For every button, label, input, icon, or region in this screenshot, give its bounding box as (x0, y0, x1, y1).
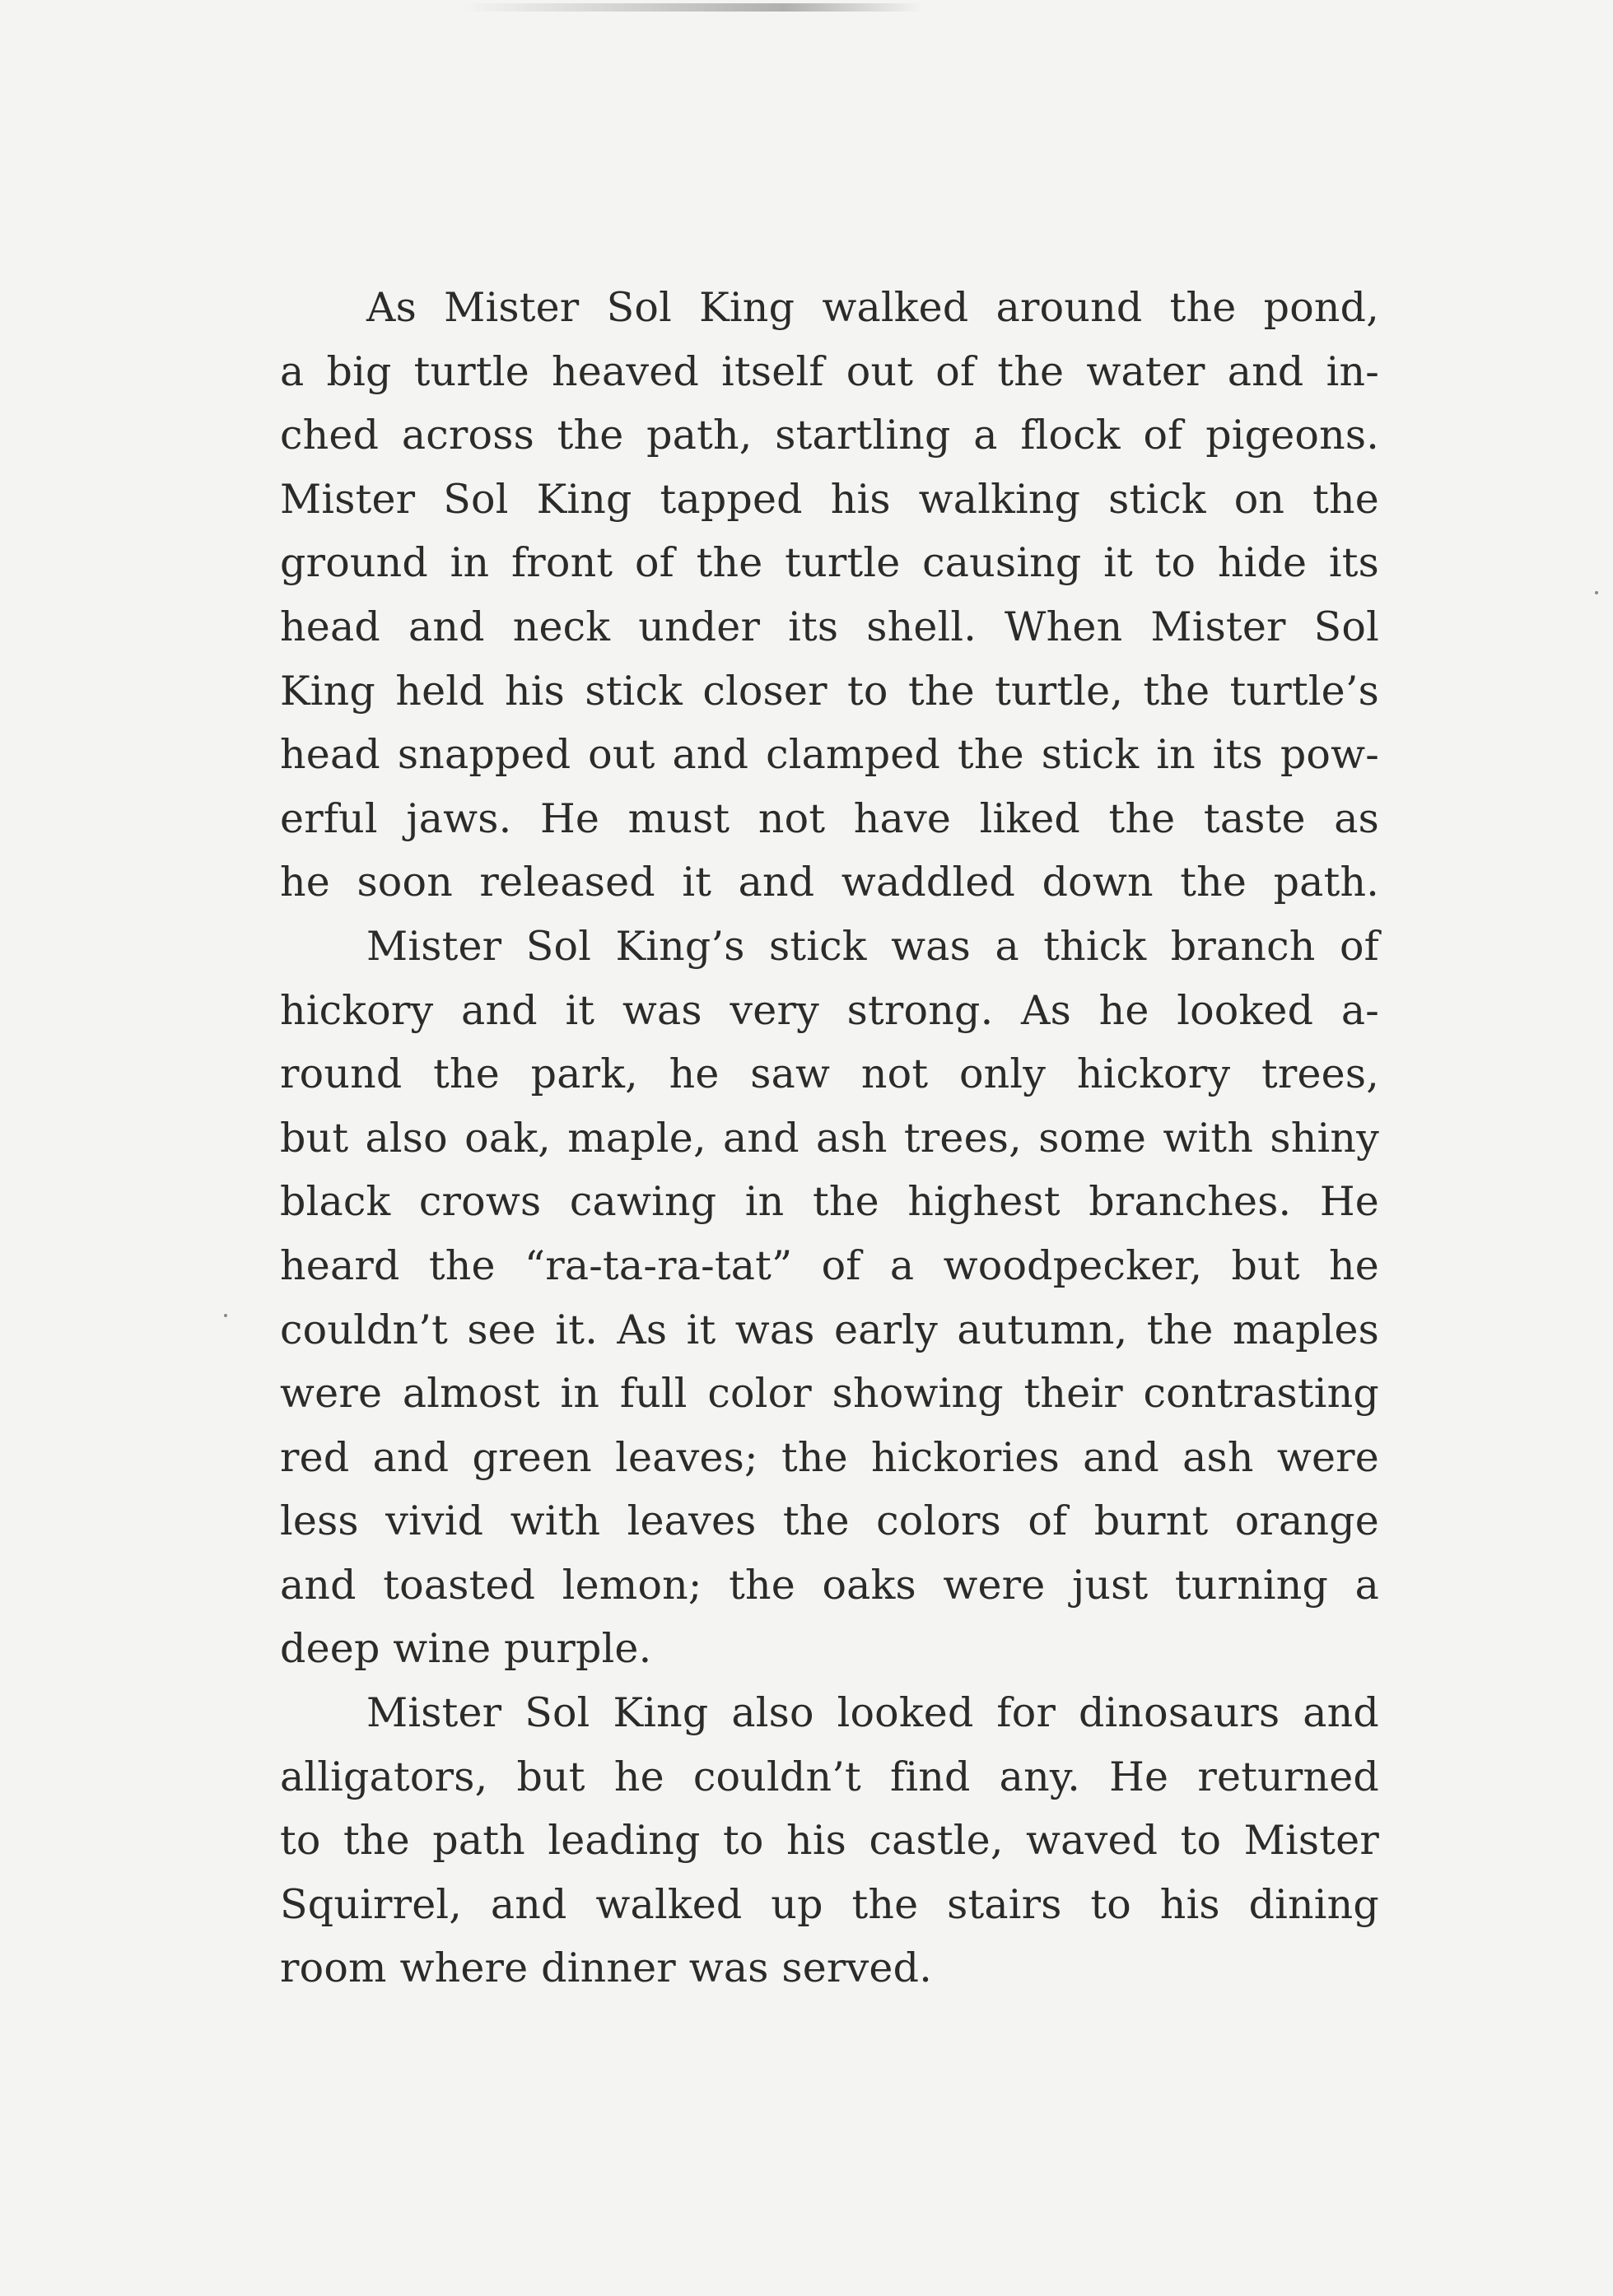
text-line: head snapped out and clamped the stick in its pow- (280, 731, 1379, 779)
text-line: Mister Sol King’s stick was a thick branch of (366, 922, 1379, 970)
scan-smudge (461, 3, 922, 12)
paragraph-1 (280, 276, 1379, 915)
text-line: Squirrel, and walked up the stairs to his dining (280, 1880, 1379, 1928)
text-line: couldn’t see it. As it was early autumn, the maples (280, 1306, 1379, 1353)
text-line: he soon released it and waddled down the path. (280, 859, 1379, 906)
text-line: erful jaws. He must not have liked the taste as (280, 794, 1379, 842)
text-line: deep wine purple. (280, 1625, 652, 1673)
text-line: but also oak, maple, and ash trees, some with shiny (280, 1114, 1379, 1162)
story-text (280, 276, 1379, 2000)
text-line: and toasted lemon; the oaks were just turning a (280, 1561, 1379, 1609)
text-line: less vivid with leaves the colors of burnt orange (280, 1497, 1379, 1545)
text-line: head and neck under its shell. When Mister Sol (280, 603, 1379, 650)
text-line: a big turtle heaved itself out of the water and in- (280, 347, 1379, 395)
text-line: Mister Sol King also looked for dinosaurs and (366, 1689, 1379, 1737)
scan-speck (1595, 591, 1598, 594)
text-line: to the path leading to his castle, waved to Mister (280, 1817, 1379, 1865)
text-line: Mister Sol King tapped his walking stick on the (280, 475, 1379, 523)
text-line: As Mister Sol King walked around the pond, (366, 284, 1379, 331)
text-line: alligators, but he couldn’t find any. He returned (280, 1753, 1379, 1800)
scan-speck (224, 1314, 227, 1317)
text-line: were almost in full color showing their contrasting (280, 1370, 1379, 1418)
text-line: King held his stick closer to the turtle, the turtle’s (280, 667, 1379, 715)
text-line: ground in front of the turtle causing it to hide its (280, 539, 1379, 587)
text-line: heard the “ra-ta-ra-tat” of a woodpecker, but he (280, 1241, 1379, 1289)
text-line: round the park, he saw not only hickory trees, (280, 1050, 1379, 1098)
text-line: ched across the path, startling a flock of pigeons. (280, 412, 1379, 459)
text-line: room where dinner was served. (280, 1944, 932, 1992)
paragraph-2 (280, 915, 1379, 1681)
text-line: hickory and it was very strong. As he looked a- (280, 986, 1379, 1034)
text-line: black crows cawing in the highest branches. He (280, 1178, 1379, 1226)
text-line: red and green leaves; the hickories and ash were (280, 1433, 1379, 1481)
paragraph-3 (280, 1681, 1379, 2000)
